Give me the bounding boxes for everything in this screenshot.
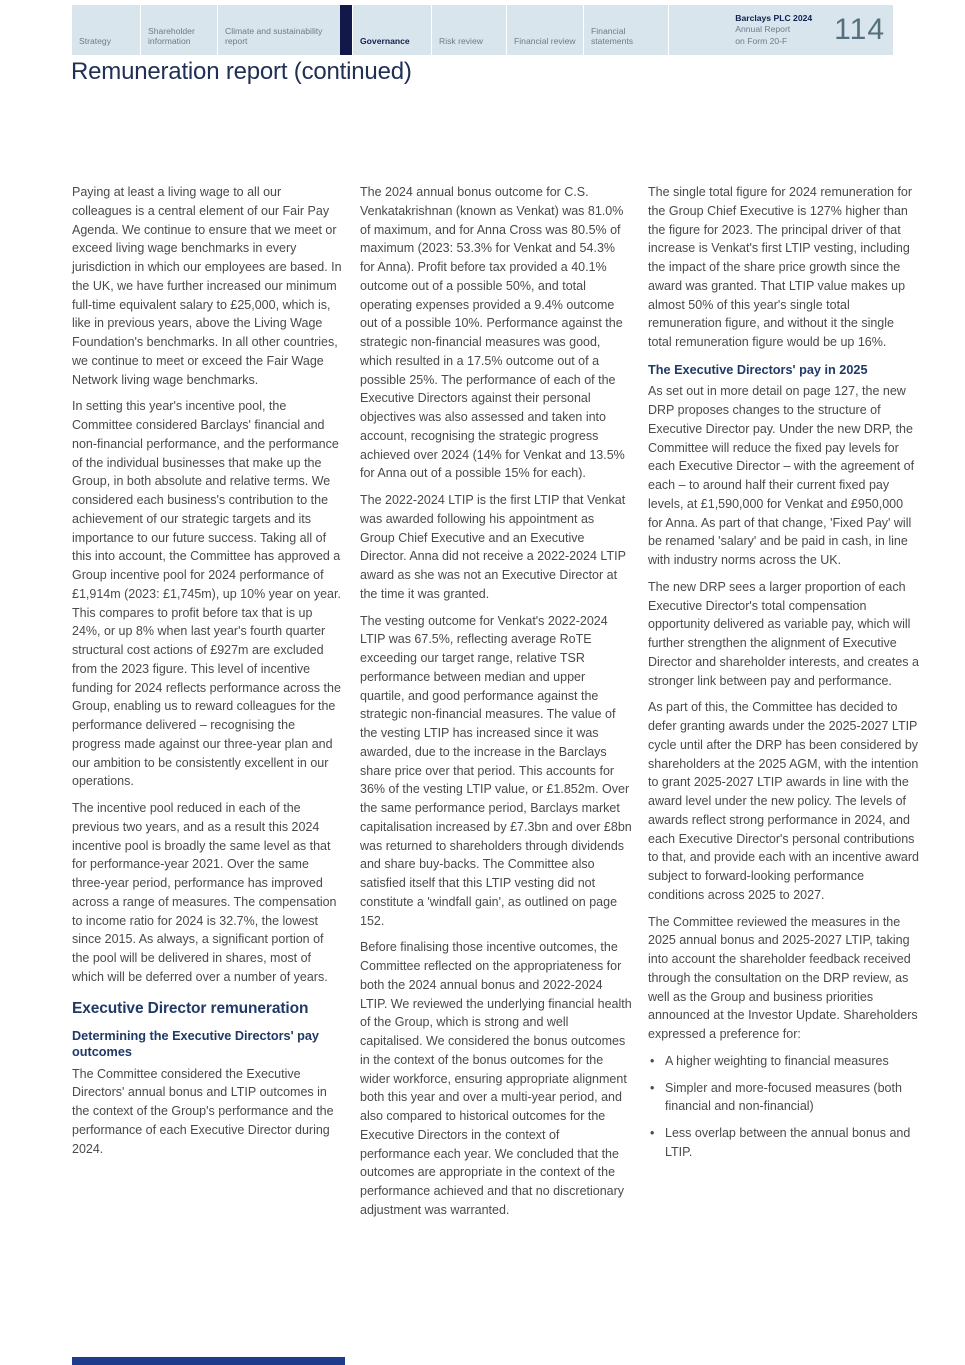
report-info-block: [735, 5, 893, 55]
subheading-determining-pay-outcomes: Determining the Executive Directors' pay outcomes: [72, 1028, 319, 1059]
paragraph: The Committee reviewed the measures in the 2025 annual bonus and 2025-2027 LTIP, taking into account the shareholder feedback received through the consultation on the DRP review, as well as the Group and business priorities announced at the Investor Update. Shareholders expressed a preference for:: [648, 914, 918, 1041]
paragraph: Paying at least a living wage to all our colleagues is a central element of our Fair Pay Agenda. We continue to ensure that we meet or exceed living wage benchmarks in every jurisdiction in which our employees are based. In the UK, we have further increased our minimum full-time equivalent salary to £25,000, which is, like in previous years, above the Living Wage Foundation's benchmarks. In all other countries, we continue to meet or exceed the Fair Wage Network living wage benchmarks.: [72, 185, 342, 387]
page-title: Remuneration report (continued): [71, 58, 412, 85]
report-subtitle-1: Annual Report: [735, 24, 791, 35]
paragraph: The 2024 annual bonus outcome for C.S. Venkatakrishnan (known as Venkat) was 81.0% of maximum, and for Anna Cross was 80.5% of maximum (2023: 53.3% for Venkat and 54.3% for Anna). Profit before tax provided a 40.1% outcome out of a possible 50%, and total operating expenses provided a 9.4% outcome out of a possible 10%. Performance against the strategic non-financial measures was good, which resulted in a 17.5% outcome out of a possible 25%. The performance of each of the Executive Directors against their personal objectives was also assessed and taken into account, recognising the strategic progress achieved over 2024 (14% for Venkat and 13.5% for Anna out of a possible 15% for each).: [360, 185, 625, 481]
paragraph: The Committee considered the Executive Directors' annual bonus and LTIP outcomes in the context of the Group's performance and the performance of each Executive Director during 2024.: [72, 1066, 334, 1156]
paragraph: As part of this, the Committee has decided to defer granting awards under the 2025-2027 LTIP cycle until after the DRP has been considered by shareholders at the 2025 AGM, with the intention to grant 2025-2027 LTIP awards in line with the award level under the new policy. The levels of awards reflect strong performance in 2024, and each Executive Director's personal contributions to that, and provide each with an incentive award subject to forward-looking performance conditions across 2025 to 2027.: [648, 700, 920, 902]
bullet-item: • Less overlap between the annual bonus and LTIP.: [648, 1124, 920, 1162]
tab-label: Shareholder information: [148, 25, 195, 47]
tab-label: Financial statements: [591, 25, 634, 47]
tab-label: Governance: [360, 36, 410, 47]
active-tab-marker: [340, 5, 352, 55]
paragraph: In setting this year's incentive pool, the Committee considered Barclays' financial and non-financial performance, and the performance of the individual businesses that make up the Group, in both absolute and relative terms. We considered each business's contribution to the achievement of our strategic targets and its importance to our future success. Taking all of this into account, the Committee has approved a Group incentive pool for 2024 performance of £1,914m (2023: £1,745m), up 10% year on year. This compares to profit before tax that is up 24%, or up 8% when last year's fourth quarter structural cost actions of £927m are excluded from the 2023 figure. This level of incentive funding for 2024 reflects performance across the Group, enabling us to reward colleagues for the performance delivered – recognising the progress made against our three-year plan and our ambition to be consistently excellent in our operations.: [72, 399, 341, 789]
tab-label: Strategy: [79, 36, 112, 47]
paragraph: The single total figure for 2024 remuneration for the Group Chief Executive is 127% higher than the figure for 2023. The principal driver of that increase is Venkat's first LTIP vesting, including the impact of the share price growth since the award was granted. That LTIP value makes up almost 50% of this year's single total remuneration figure, and without it the single total remuneration figure would be up 16%.: [648, 185, 913, 349]
subheading-pay-in-2025: The Executive Directors' pay in 2025: [648, 362, 868, 377]
report-title: Barclays PLC 2024: [735, 13, 813, 24]
tab-strategy[interactable]: [72, 5, 140, 55]
paragraph: As set out in more detail on page 127, the new DRP proposes changes to the structure of Executive Director pay. Under the new DRP, the Committee will reduce the fixed pay levels for each Executive Director – with the agreement of each – to around half their current fixed pay levels, at £1,590,000 for Venkat and £950,000 for Anna. As part of that change, 'Fixed Pay' will be renamed 'salary' and be paid in cash, in line with industry norms across the UK.: [648, 384, 915, 567]
paragraph: The incentive pool reduced in each of the previous two years, and as a result this 2024 incentive pool is broadly the same level as that for performance-year 2021. Over the same three-year period, performance has improved across a range of measures. The compensation to income ratio for 2024 is 32.7%, the lowest since 2015. As always, a significant portion of the pool will be delivered in shares, most of which will be deferred over a number of years.: [72, 801, 337, 984]
bullet-item: • A higher weighting to financial measures: [648, 1052, 920, 1071]
tab-financial-statements[interactable]: [583, 5, 669, 55]
bullet-item: • Simpler and more-focused measures (both financial and non-financial): [648, 1079, 920, 1117]
paragraph: The new DRP sees a larger proportion of each Executive Director's total compensation opportunity delivered as variable pay, which will further strengthen the alignment of Executive Director and shareholder interests, and creates a stronger link between pay and performance.: [648, 579, 919, 688]
column-1: [72, 183, 344, 1228]
tab-climate-sustainability-report[interactable]: [217, 5, 340, 55]
preference-bullet-list: [648, 1052, 920, 1162]
report-subtitle-2: on Form 20-F: [735, 35, 788, 46]
paragraph: The 2022-2024 LTIP is the first LTIP that Venkat was awarded following his appointment as Group Chief Executive and an Executive Director. Anna did not receive a 2022-2024 LTIP award as she was not an Executive Director at the time it was granted.: [360, 493, 626, 601]
next-section-edge-bar: [72, 1357, 345, 1365]
section-nav-band: [72, 5, 893, 55]
paragraph: Before finalising those incentive outcomes, the Committee reflected on the appropriateness for both the 2024 annual bonus and 2022-2024 LTIP. We reviewed the underlying financial health of the Group, which is strong and well capitalised. We considered the bonus outcomes in the context of the bonus outcomes for the wider workforce, ensuring appropriate alignment both this year and over a multi-year period, and also compared to historical outcomes for the Executive Directors in the context of performance each year. We concluded that the outcomes are appropriate in the context of the performance achieved and that no discretionary adjustment was warranted.: [360, 940, 632, 1217]
tab-financial-review[interactable]: [506, 5, 583, 55]
tab-risk-review[interactable]: [431, 5, 506, 55]
column-3: [648, 183, 920, 1228]
paragraph: The vesting outcome for Venkat's 2022-2024 LTIP was 67.5%, reflecting average RoTE exceeding our target range, relative TSR performance between median and upper quartile, and good performance against the strategic non-financial measures. The value of the vesting LTIP has increased since it was awarded, due to the increase in the Barclays share price over that period. This accounts for 36% of the vesting LTIP value, or £1.852m. Over the same performance period, Barclays market capitalisation increased by £7.3bn and over £8bn was returned to shareholders through dividends and share buy-backs. The Committee also satisfied itself that this LTIP vesting did not constitute a 'windfall gain', as outlined on page 152.: [360, 613, 632, 928]
body-columns: [72, 183, 920, 1228]
section-heading-executive-director-remuneration: Executive Director remuneration: [72, 999, 309, 1017]
page-number: 114: [834, 13, 885, 46]
tab-governance[interactable]: [352, 5, 431, 55]
tab-shareholder-information[interactable]: [140, 5, 217, 55]
column-2: [360, 183, 632, 1228]
tab-label: Risk review: [439, 36, 483, 47]
tab-label: Financial review: [514, 36, 576, 47]
tab-label: Climate and sustainability report: [225, 25, 323, 47]
report-info: [735, 13, 812, 47]
